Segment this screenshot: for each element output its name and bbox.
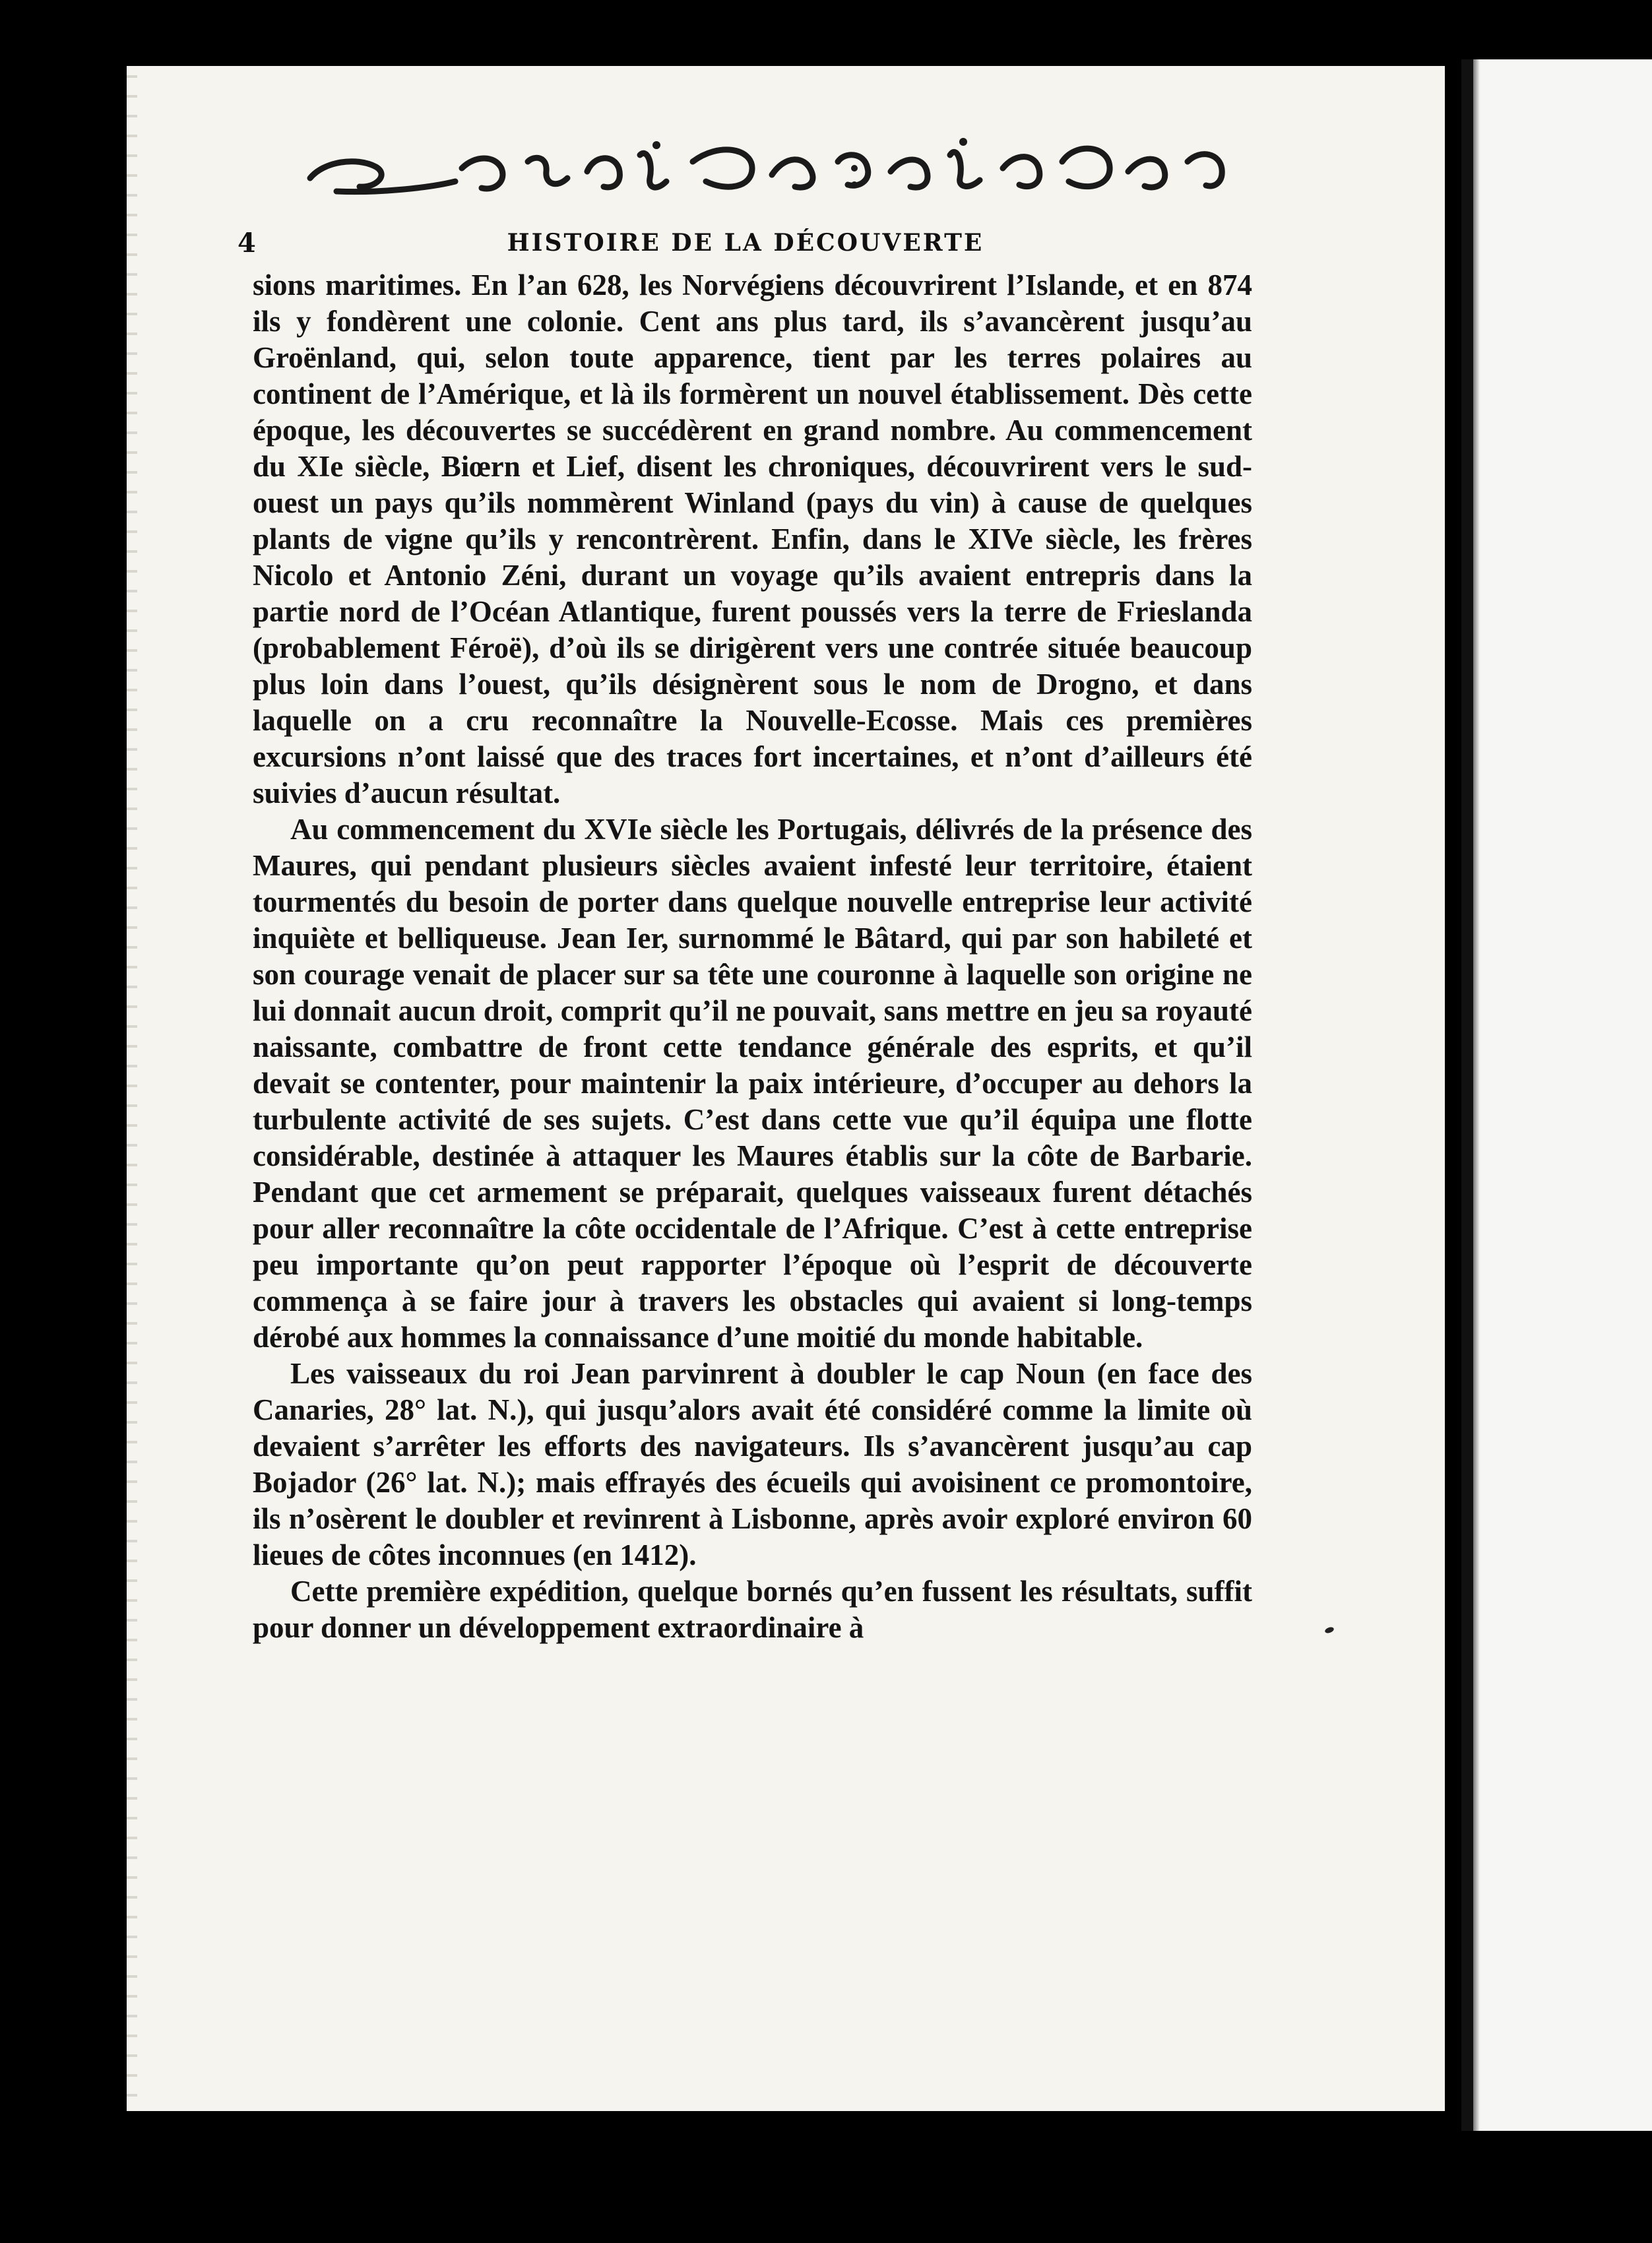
paragraph: sions maritimes. En l’an 628, les Norvégiens découvrirent l’Islande, et en 874 ils y fondèrent une colonie. Cent ans plus tard, ils s’avancèrent jusqu’au Groënland, qui, selon toute apparence, tient par les terres polaires au continent de l’Amérique, et là ils formèrent un nouvel établissement. Dès cette époque, les découvertes se succédèrent en grand nombre. Au commencement du XIe siècle, Biœrn et Lief, disent les chroniques, découvrirent vers le sud-ouest un pays qu’ils nommèrent Winland (pays du vin) à cause de quelques plants de vigne qu’ils y rencontrèrent. Enfin, dans le XIVe siècle, les frères Nicolo et Antonio Zéni, durant un voyage qu’ils avaient entrepris dans la partie nord de l’Océan Atlantique, furent poussés vers la terre de Frieslanda (probablement Féroë), d’où ils se dirigèrent vers une contrée située beaucoup plus loin dans l’ouest, qu’ils désignèrent sous le nom de Drogno, et dans laquelle on a cru reconnaître la Nouvelle-Ecosse. Mais ces premières excursions n’ont laissé que des traces fort incertaines, et n’ont d’ailleurs été suivies d’aucun résultat.	[253, 269, 1252, 809]
paragraph: Les vaisseaux du roi Jean parvinrent à doubler le cap Noun (en face des Canaries, 28° lat. N.), qui jusqu’alors avait été considéré comme la limite où devaient s’arrêter les efforts des navigateurs. Ils s’avancèrent jusqu’au cap Bojador (26° lat. N.); mais effrayés des écueils qui avoisinent ce promontoire, ils n’osèrent le doubler et revinrent à Lisbonne, après avoir exploré environ 60 lieues de côtes inconnues (en 1412).	[253, 1357, 1252, 1571]
paragraph: Au commencement du XVIe siècle les Portugais, délivrés de la présence des Maures, qui pendant plusieurs siècles avaient infesté leur territoire, étaient tourmentés du besoin de porter dans quelque nouvelle entreprise leur activité inquiète et belliqueuse. Jean Ier, surnommé le Bâtard, qui par son habileté et son courage venait de placer sur sa tête une couronne à laquelle son origine ne lui donnait aucun droit, comprit qu’il ne pouvait, sans mettre en jeu sa royauté naissante, combattre de front cette tendance générale des esprits, et qu’il devait se contenter, pour maintenir la paix intérieure, d’occuper au dehors la turbulente activité de ses sujets. C’est dans cette vue qu’il équipa une flotte considérable, destinée à attaquer les Maures établis sur la côte de Barbarie. Pendant que cet armement se préparait, quelques vaisseaux furent détachés pour aller reconnaître la côte occidentale de l’Afrique. C’est à cette entreprise peu importante qu’on peut rapporter l’époque où l’esprit de découverte commença à se faire jour à travers les obstacles qui avaient si long-temps dérobé aux hommes la connaissance d’une moitié du monde habitable.	[253, 813, 1252, 1354]
page-number: 4	[238, 228, 256, 259]
running-head	[238, 228, 1254, 261]
body-text	[253, 267, 1252, 1646]
running-head-title: HISTOIRE DE LA DÉCOUVERTE	[507, 229, 984, 257]
facing-page-edge	[1461, 59, 1652, 2131]
handwritten-note	[297, 115, 1254, 214]
paragraph: Cette première expédition, quelque bornés qu’en fussent les résultats, suffit pour donner un développement extraordinaire à	[253, 1575, 1252, 1644]
